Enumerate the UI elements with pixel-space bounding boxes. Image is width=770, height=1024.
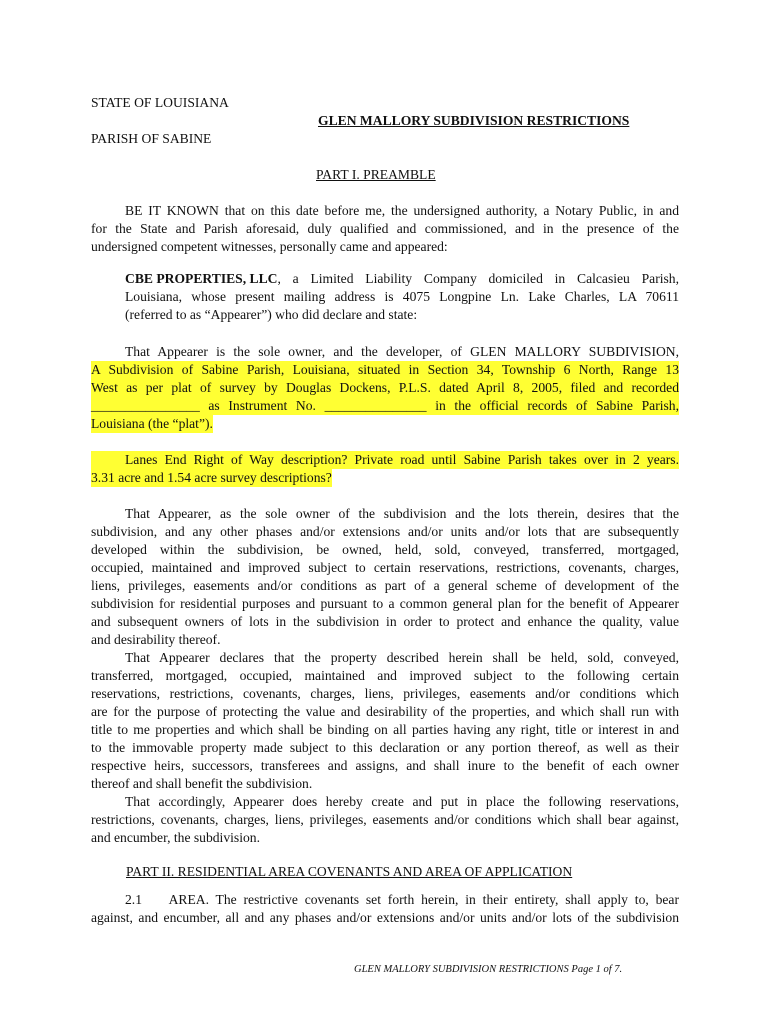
body-line: to the immovable property made subject to this declaration or any portion thereof, as well as their: [91, 740, 679, 755]
body-line: are for the purpose of protecting the value and desirability of the properties, and which shall run with: [91, 704, 679, 719]
state-label: STATE OF LOUISIANA: [91, 95, 229, 110]
part1-heading: PART I. PREAMBLE: [316, 167, 436, 182]
appearer-name: CBE PROPERTIES, LLC: [125, 271, 278, 286]
intro-line: for the State and Parish aforesaid, duly qualified and commissioned, and in the presence of the: [91, 221, 679, 236]
area-line: 2.1 AREA. The restrictive covenants set forth herein, in their entirety, shall apply to, bear: [125, 892, 679, 907]
area-line: against, and encumber, all and any phases and/or extensions and/or units and/or lots of the subdivision: [91, 910, 679, 925]
document-title: GLEN MALLORY SUBDIVISION RESTRICTIONS: [318, 113, 630, 128]
intro-line: BE IT KNOWN that on this date before me, the undersigned authority, a Notary Public, in and: [125, 203, 679, 218]
parish-label: PARISH OF SABINE: [91, 131, 212, 146]
body-line: That accordingly, Appearer does hereby create and put in place the following reservations,: [125, 794, 679, 809]
owner-highlighted-line: West as per plat of survey by Douglas Dockens, P.L.S. dated April 8, 2005, filed and recorded: [91, 380, 679, 395]
owner-highlighted-line: A Subdivision of Sabine Parish, Louisiana, situated in Section 34, Township 6 North, Range 13: [91, 362, 679, 377]
note-highlighted-line: 3.31 acre and 1.54 acre survey descriptions?: [91, 470, 332, 485]
body-line: and desirability thereof.: [91, 632, 221, 647]
body-line: subdivision, and any other phases and/or extensions and/or units and/or lots that are subsequently: [91, 524, 679, 539]
body-line: developed within the subdivision, be owned, held, sold, conveyed, transferred, mortgaged,: [91, 542, 679, 557]
appearer-line-rest: , a Limited Liability Company domiciled in Calcasieu Parish,: [277, 271, 679, 286]
appearer-line: [125, 270, 679, 288]
body-line: occupied, maintained and improved subject to certain reservations, restrictions, covenants, charges,: [91, 560, 679, 575]
appearer-line: Louisiana, whose present mailing address is 4075 Longpine Ln. Lake Charles, LA 70611: [125, 289, 679, 304]
body-line: restrictions, covenants, charges, liens, privileges, easements and/or conditions which shall bear against,: [91, 812, 679, 827]
body-line: and encumber, the subdivision.: [91, 830, 260, 845]
body-line: liens, privileges, easements and/or conditions as part of a general scheme of development of the: [91, 578, 679, 593]
body-line: transferred, mortgaged, occupied, maintained and improved subject to the following certain: [91, 668, 679, 683]
body-line: title to me properties and which shall be binding on all parties having any right, title or interest in and: [91, 722, 679, 737]
footer-page-number: Page 1 of 7.: [571, 964, 623, 975]
body-line: reservations, restrictions, covenants, charges, liens, privileges, easements and/or conditions which: [91, 686, 679, 701]
body-line: and subsequent owners of lots in the subdivision in order to protect and enhance the quality, value: [91, 614, 679, 629]
footer-label: GLEN MALLORY SUBDIVISION RESTRICTIONS: [354, 964, 569, 975]
owner-line: That Appearer is the sole owner, and the developer, of GLEN MALLORY SUBDIVISION,: [125, 344, 679, 359]
body-line: That Appearer declares that the property described herein shall be held, sold, conveyed,: [125, 650, 679, 665]
appearer-line: (referred to as “Appearer”) who did declare and state:: [125, 307, 418, 322]
body-line: subdivision for residential purposes and pursuant to a common general plan for the benefit of Appearer: [91, 596, 679, 611]
body-line: respective heirs, successors, transferees and assigns, and shall inure to the benefit of each owner: [91, 758, 679, 773]
intro-line: undersigned competent witnesses, personally came and appeared:: [91, 239, 448, 254]
body-line: That Appearer, as the sole owner of the subdivision and the lots therein, desires that the: [125, 506, 679, 521]
owner-highlighted-line: ________________ as Instrument No. _______________ in the official records of Sabine Parish,: [91, 398, 679, 413]
page-footer: [354, 964, 622, 975]
body-line: thereof and shall benefit the subdivision.: [91, 776, 313, 791]
owner-highlighted-line: Louisiana (the “plat”).: [91, 416, 213, 431]
note-highlighted-line: Lanes End Right of Way description? Private road until Sabine Parish takes over in 2 years.: [91, 451, 679, 469]
part2-heading: PART II. RESIDENTIAL AREA COVENANTS AND AREA OF APPLICATION: [126, 864, 573, 879]
